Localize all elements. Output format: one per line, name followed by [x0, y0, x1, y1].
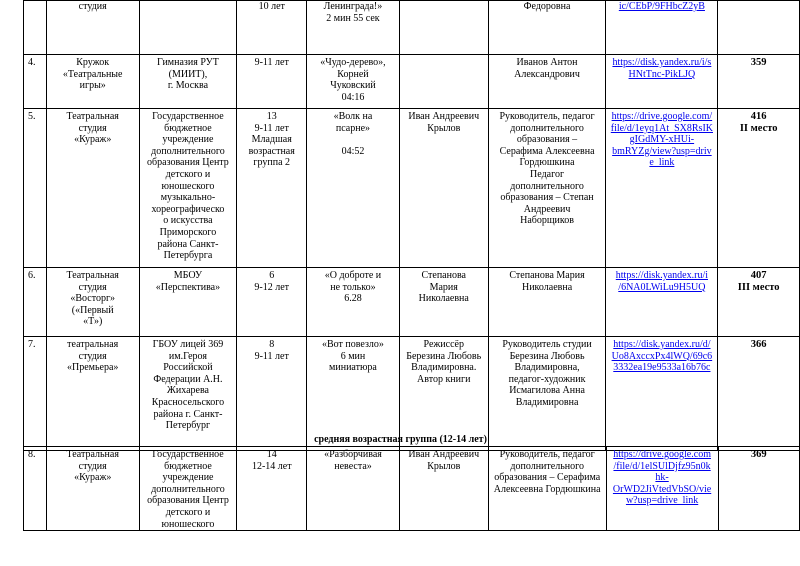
score-cell [718, 268, 800, 337]
leader-cell [488, 55, 606, 109]
institution-line: учреждение [162, 134, 214, 146]
video-link-cell[interactable] [606, 268, 718, 337]
institution-line: Приморского [159, 226, 217, 238]
leader-line: Федоровна [523, 1, 571, 12]
institution-line: дополнительного [151, 483, 225, 495]
video-link-cell[interactable] [606, 109, 718, 268]
age-group-cell [237, 447, 307, 531]
video-link-line[interactable]: /6NA0LWiLu9H5UQ [618, 281, 706, 293]
results-table [23, 0, 800, 451]
score-line: 369 [750, 449, 767, 460]
video-link-line[interactable]: e_link [649, 157, 675, 169]
performance-title-line: 2 мин 55 сек [326, 12, 380, 24]
institution-line: юношеского [161, 180, 215, 192]
author-line: Крылов [427, 122, 461, 134]
video-link-line[interactable]: https://disk.yandex.ru/i [615, 270, 708, 281]
institution-line: «Перспектива» [155, 281, 221, 293]
age-group-cell [237, 1, 307, 55]
author-line: Владимировна. [411, 362, 477, 374]
performance-title-cell [307, 1, 400, 55]
collective-name-cell [46, 1, 139, 55]
leader-line: Серафима Алексеевна [499, 145, 595, 157]
leader-line: дополнительного [510, 180, 584, 192]
institution-line: Петербург [165, 420, 211, 432]
author-line: Березина Любовь [406, 350, 482, 362]
video-link-line[interactable]: /file/d/1elSUlDjfz95n0k [613, 460, 711, 472]
performance-title-line: «О доброте и [324, 270, 382, 281]
table-row [24, 447, 800, 531]
leader-line: педагог-художник [508, 373, 586, 385]
institution-line: Государственное [152, 449, 224, 460]
author-line: Степанова [421, 270, 466, 281]
video-link-line[interactable]: OrWD2JiVtedVbSO/vie [612, 483, 712, 495]
row-number-cell [24, 268, 47, 337]
row-number-cell [24, 55, 47, 109]
video-link-line[interactable]: https://disk.yandex.ru/d/ [613, 339, 711, 350]
leader-line: Владимировна, [514, 362, 580, 374]
leader-line: Руководитель, педагог [499, 449, 595, 460]
age-group-line: 9-11 лет [254, 57, 289, 68]
performance-title-line [308, 134, 398, 146]
leader-line: Николаевна [521, 281, 573, 293]
video-link-cell[interactable] [606, 447, 718, 531]
institution-line: хореографическо [151, 203, 225, 215]
video-link-line[interactable]: w?usp=drive_link [625, 495, 699, 507]
collective-name-line: «Т») [83, 316, 103, 328]
institution-cell [139, 55, 237, 109]
author-cell [399, 268, 488, 337]
institution-line: Красносельского [151, 396, 225, 408]
institution-line: МБОУ [173, 270, 203, 281]
institution-line: дополнительного [151, 145, 225, 157]
leader-line: Андреевич [523, 203, 571, 215]
institution-cell [139, 447, 237, 531]
leader-line: Александрович [514, 68, 580, 80]
performance-title-line: миниатюра [329, 362, 377, 374]
table-row [24, 55, 800, 109]
row-number-cell [24, 1, 47, 55]
row-number: 6. [28, 270, 36, 281]
institution-line: Федерации А.Н. [153, 373, 223, 385]
collective-name-line: студия [78, 281, 107, 293]
score-line: 366 [750, 339, 767, 350]
performance-title-line: «Волк на [333, 111, 373, 122]
leader-line: Степанова Мария [509, 270, 585, 281]
table-row [24, 268, 800, 337]
age-group-line: 10 лет [258, 1, 285, 12]
institution-line: о искусства [163, 215, 213, 227]
leader-cell [488, 447, 606, 531]
collective-name-line: «Театральные [62, 68, 123, 80]
video-link-line[interactable]: https://drive.google.com/ [611, 111, 713, 122]
row-number: 4. [28, 57, 36, 68]
video-link-line[interactable]: gIGdMY-xHUi- [629, 134, 695, 146]
age-group-line: 12-14 лет [251, 460, 292, 472]
collective-name-line: театральная [67, 339, 119, 350]
performance-title-line: 04:16 [341, 91, 365, 103]
institution-line: района г. Санкт- [153, 408, 223, 420]
institution-line: Гимназия РУТ [157, 57, 219, 68]
leader-line: образования – Серафима [494, 472, 601, 484]
institution-line: Государственное [152, 111, 224, 122]
author-cell [399, 1, 488, 55]
author-line: Автор книги [417, 373, 471, 385]
collective-name-cell [46, 447, 139, 531]
collective-name-line: «Кураж» [74, 134, 112, 146]
institution-cell [139, 1, 237, 55]
collective-name-cell [46, 109, 139, 268]
collective-name-line: Театральная [66, 111, 119, 122]
leader-line: Иванов Антон [516, 57, 578, 68]
institution-line: образования Центр [147, 157, 229, 169]
author-cell [399, 109, 488, 268]
score-line: 359 [750, 57, 767, 68]
age-group-cell [237, 109, 307, 268]
row-number-cell [24, 109, 47, 268]
score-line: III место [737, 281, 780, 293]
leader-line: Березина Любовь [509, 350, 585, 362]
score-cell [718, 55, 800, 109]
video-link-line[interactable]: https://drive.google.com [613, 449, 711, 460]
leader-line: Педагог [530, 168, 565, 180]
age-group-line: 13 [266, 111, 277, 122]
video-link-cell[interactable] [606, 55, 718, 109]
performance-title-line: 04:52 [341, 145, 365, 157]
leader-line: дополнительного [510, 460, 584, 472]
performance-title-line: «Разборчивая [324, 449, 382, 460]
age-group-line: группа 2 [253, 157, 291, 169]
institution-line: образования Центр [147, 495, 229, 507]
row-number-cell [24, 447, 47, 531]
author-line: Мария [429, 281, 458, 293]
performance-title-line: «Чудо-дерево», [320, 57, 386, 68]
age-group-cell [237, 55, 307, 109]
leader-line: Руководитель, педагог [499, 111, 595, 122]
collective-name-cell [46, 268, 139, 337]
age-group-line: Младшая [251, 134, 292, 146]
age-group-line: 9-11 лет [254, 350, 289, 362]
age-group-line: 9-12 лет [254, 281, 290, 293]
author-line: Иван Андреевич [408, 111, 480, 122]
age-group-line: 9-11 лет [254, 122, 289, 134]
leader-cell [488, 268, 606, 337]
video-link-line[interactable]: ic/CEbP/9FHbcZ2yB [618, 1, 705, 12]
institution-line: г. Москва [167, 80, 209, 92]
age-group-line: 6 [269, 270, 275, 281]
score-line: II место [739, 122, 778, 134]
collective-name-cell [46, 55, 139, 109]
institution-line: им.Героя [168, 350, 207, 362]
institution-line: Жихарева [166, 385, 209, 397]
performance-title-line: «Вот повезло» [321, 339, 384, 350]
score-line: 416 [750, 111, 767, 122]
results-table-middle-group [23, 446, 800, 531]
leader-line: Гордюшкина [519, 157, 575, 169]
institution-line: бюджетное [164, 122, 212, 134]
institution-line: юношеского [161, 518, 215, 530]
collective-name-line: «Премьера» [66, 362, 119, 374]
video-link-cell[interactable] [606, 1, 718, 55]
leader-line: Руководитель студии [502, 339, 592, 350]
collective-name-line: студия [78, 350, 107, 362]
performance-title-line: 6.28 [344, 293, 362, 305]
institution-line: музыкально- [160, 192, 216, 204]
table-row [24, 109, 800, 268]
performance-title-line: Корней [337, 68, 369, 80]
institution-line: бюджетное [164, 460, 212, 472]
leader-line: образования – Степан [500, 192, 594, 204]
performance-title-line: не только» [330, 281, 376, 293]
author-cell [399, 447, 488, 531]
performance-title-cell [307, 268, 400, 337]
institution-line: ГБОУ лицей 369 [152, 339, 224, 350]
performance-title-cell [307, 55, 400, 109]
collective-name-line: игры» [79, 80, 106, 92]
performance-title-line: невеста» [334, 460, 372, 472]
row-number: 8. [28, 449, 36, 460]
score-cell [718, 1, 800, 55]
score-line: 407 [750, 270, 767, 281]
video-link-line[interactable]: file/d/1eyq1At_SX8RsIK [610, 122, 713, 134]
video-link-line[interactable]: 3332ea19e9533a16b76c [613, 362, 711, 374]
collective-name-line: «Восторг» [70, 293, 116, 305]
age-group-cell [237, 268, 307, 337]
author-line: Николаевна [418, 293, 469, 305]
video-link-line[interactable]: hk- [655, 472, 669, 484]
leader-line: Исмагилова Анна [509, 385, 585, 397]
score-cell [718, 109, 800, 268]
leader-cell [488, 1, 606, 55]
collective-name-line: Театральная [66, 449, 119, 460]
author-line: Крылов [427, 460, 461, 472]
performance-title-line: Ленинграда!» [323, 1, 383, 12]
performance-title-cell [307, 109, 400, 268]
video-link-line[interactable]: bmRYZg/view?usp=driv [612, 145, 712, 157]
author-line: Режиссёр [423, 339, 464, 350]
author-line: Иван Андреевич [408, 449, 480, 460]
performance-title-line: псарне» [335, 122, 371, 134]
institution-line: учреждение [162, 472, 214, 484]
leader-line: образования – [516, 134, 578, 146]
age-group-line: возрастная [248, 145, 295, 157]
institution-line: детского и [165, 168, 211, 180]
institution-line: (МИИТ), [168, 68, 208, 80]
video-link-line[interactable]: Uo8AxccxPx4lWQ/69c6 [611, 350, 713, 362]
collective-name-line: Кружок [76, 57, 110, 68]
leader-line: дополнительного [510, 122, 584, 134]
leader-line: Алексеевна Гордюшкина [493, 483, 601, 495]
institution-line: Петербурга [163, 250, 213, 262]
institution-line: детского и [165, 506, 211, 518]
row-number: 7. [28, 339, 36, 350]
collective-name-line: «Кураж» [74, 472, 112, 484]
collective-name-line: («Первый [71, 304, 114, 316]
table-row [24, 1, 800, 55]
age-group-line: 14 [266, 449, 277, 460]
institution-line: района Санкт- [157, 238, 219, 250]
video-link-line[interactable]: HNtTnc-PikLJQ [628, 68, 696, 80]
performance-title-line: Чуковский [330, 80, 376, 92]
section-title: средняя возрастная группа (12-14 лет) [314, 434, 487, 445]
leader-cell [488, 109, 606, 268]
performance-title-cell [307, 447, 400, 531]
leader-line: Владимировна [515, 396, 579, 408]
leader-line: Наборщиков [520, 215, 574, 227]
score-cell [718, 447, 799, 531]
institution-line: Российской [163, 362, 213, 374]
performance-title-line: 6 мин [340, 350, 366, 362]
institution-cell [139, 268, 237, 337]
video-link-line[interactable]: https://disk.yandex.ru/i/s [612, 57, 712, 68]
collective-name-line: Театральная [66, 270, 119, 281]
author-cell [399, 55, 488, 109]
collective-name-line: студия [78, 460, 107, 472]
institution-cell [139, 109, 237, 268]
collective-name-line: студия [78, 1, 107, 12]
row-number: 5. [28, 111, 36, 122]
age-group-line: 8 [269, 339, 275, 350]
collective-name-line: студия [78, 122, 107, 134]
